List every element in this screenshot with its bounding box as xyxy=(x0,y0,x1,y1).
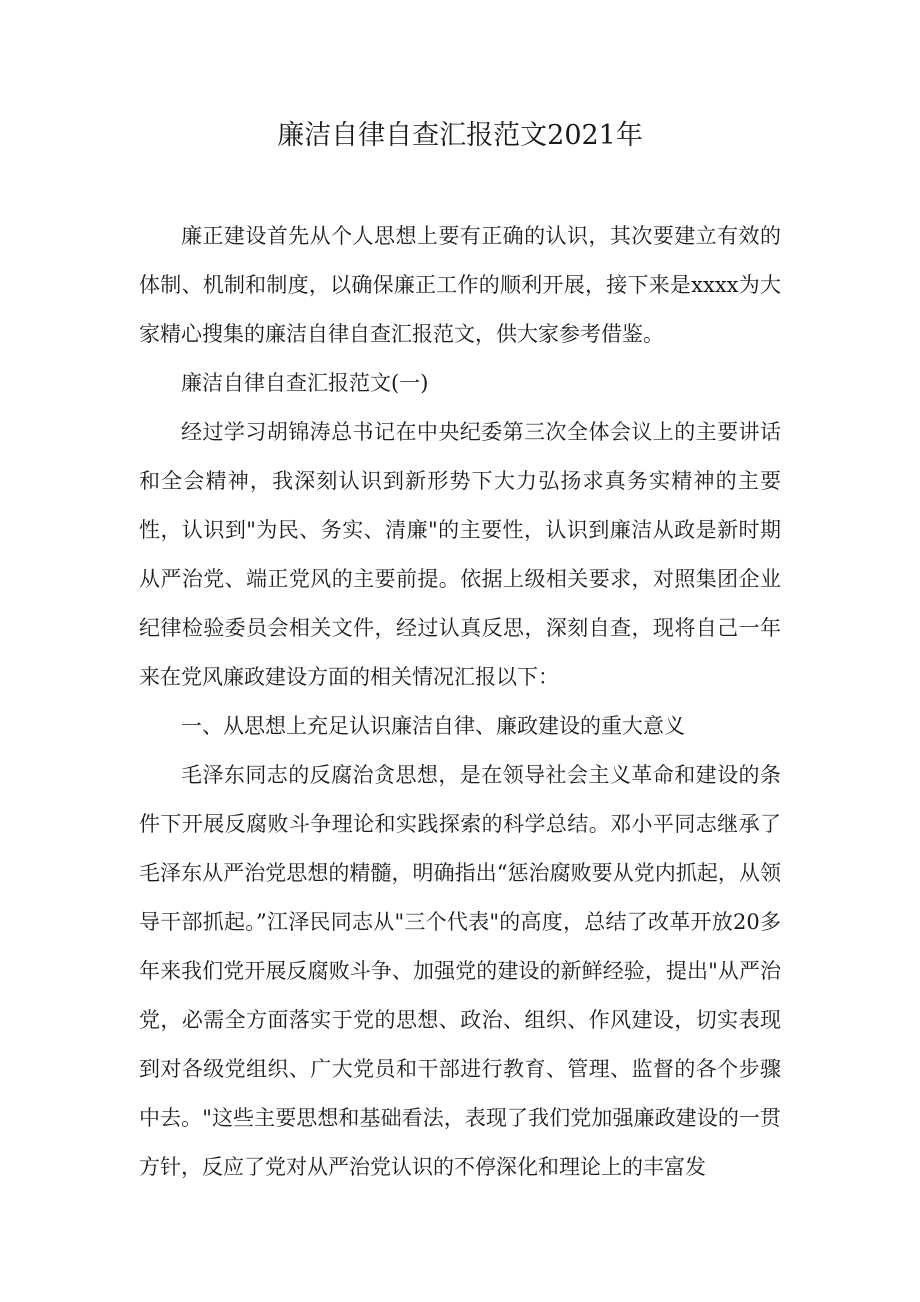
document-body xyxy=(139,212,781,1192)
body-paragraph: 经过学习胡锦涛总书记在中央纪委第三次全体会议上的主要讲话和全会精神，我深刻认识到新形势下大力弘扬求真务实精神的主要性，认识到"为民、务实、清廉"的主要性，认识到廉洁从政是新时期从严治党、端正党风的主要前提。依据上级相关要求，对照集团企业纪律检验委员会相关文件，经过认真反思，深刻自查，现将自己一年来在党风廉政建设方面的相关情况汇报以下： xyxy=(139,420,781,689)
section-heading-point-one: 一、从思想上充足认识廉洁自律、廉政建设的重大意义 xyxy=(181,714,685,738)
document-title: 廉洁自律自查汇报范文2021年 xyxy=(277,120,643,151)
intro-paragraph: 廉正建设首先从个人思想上要有正确的认识，其次要建立有效的体制、机制和制度，以确保廉正工作的顺利开展，接下来是xxxx为大家精心搜集的廉洁自律自查汇报范文，供大家参考借鉴。 xyxy=(139,224,781,346)
body-paragraph: 毛泽东同志的反腐治贪思想，是在领导社会主义革命和建设的条件下开展反腐败斗争理论和实践探索的科学总结。邓小平同志继承了毛泽东从严治党思想的精髓，明确指出“惩治腐败要从党内抓起，从领导干部抓起。”江泽民同志从"三个代表"的高度，总结了改革开放20多年来我们党开展反腐败斗争、加强党的建设的新鲜经验，提出"从严治党，必需全方面落实于党的思想、政治、组织、作风建设，切实表现到对各级党组织、广大党员和干部进行教育、管理、监督的各个步骤中去。"这些主要思想和基础看法，表现了我们党加强廉政建设的一贯方针，反应了党对从严治党认识的不停深化和理论上的丰富发 xyxy=(139,763,781,1179)
section-heading-sample-one: 廉洁自律自查汇报范文(一) xyxy=(181,371,429,395)
